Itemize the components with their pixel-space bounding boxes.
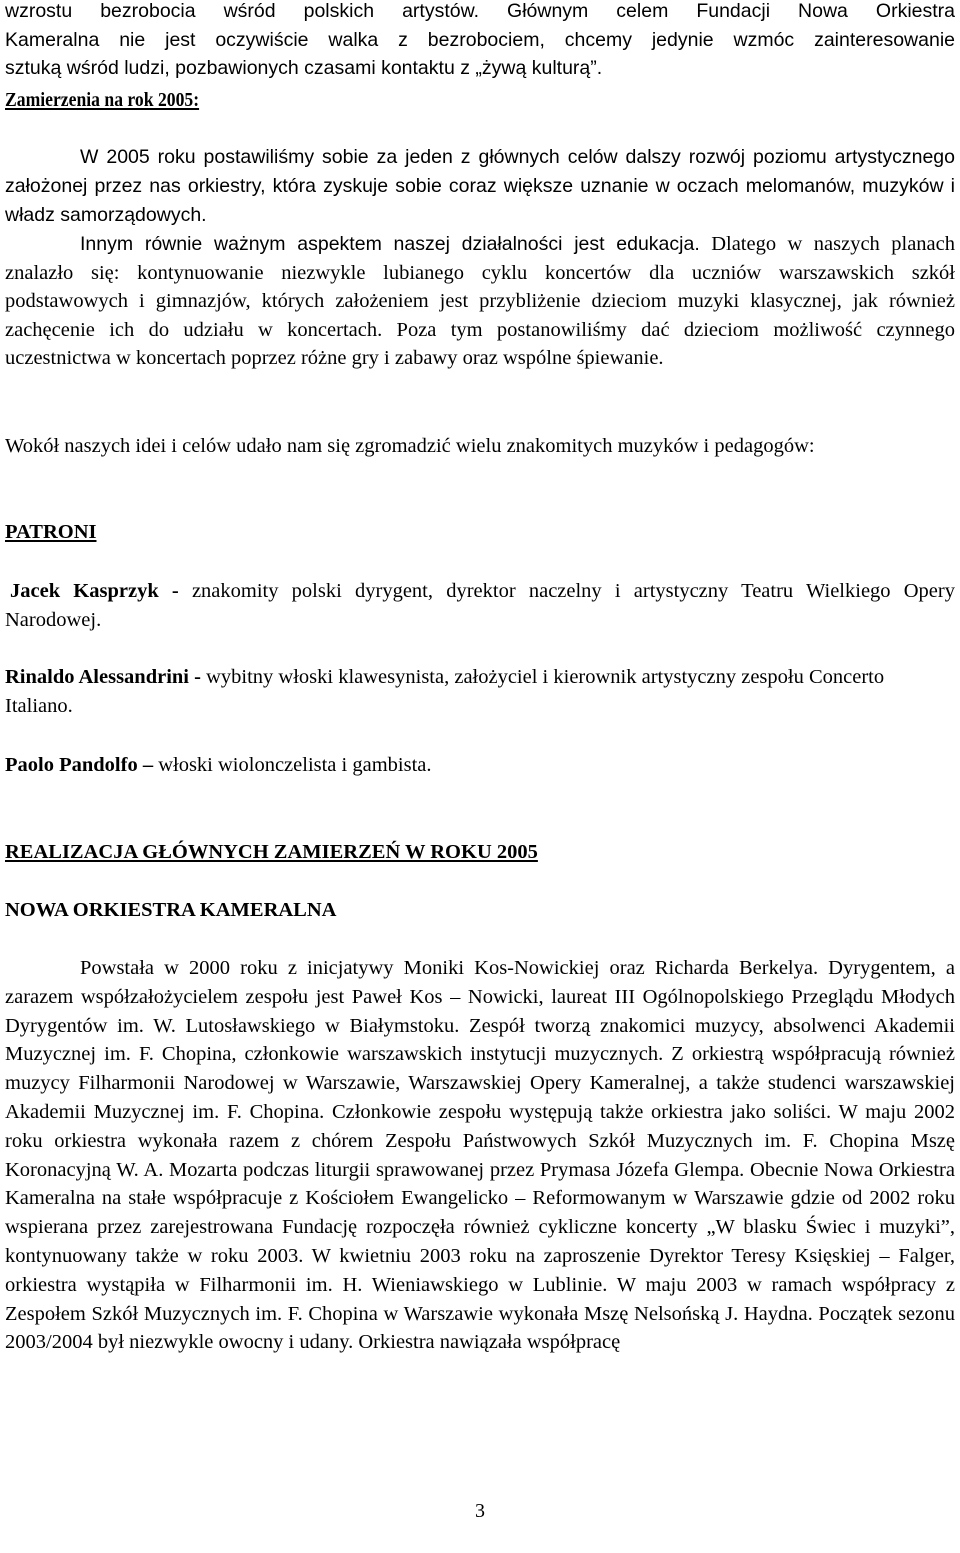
orchestra-history: Powstała w 2000 roku z inicjatywy Moniki Kos-Nowickiej oraz Richarda Berkelya. Dyrygentem, a zarazem współzałożycielem zespołu jest Paweł Kos – Nowicki, laureat III Ogólnopolskiego Przeglądu Młodych Dyrygentów im. W. Lutosławskiego w Białymstoku. Zespół tworzą znakomici muzycy, absolwenci Akademii Muzycznej im. F. Chopina, członkowie warszawskich instytucji muzycznych. Z orkiestrą współpracują również muzycy Filharmonii Narodowej w Warszawie, Warszawskiej Opery Kameralnej, a także studenci warszawskiej Akademii Muzycznej im. F. Chopina. Członkowie zespołu występują także orkiestra jako soliści. W maju 2002 roku orkiestra wykonała razem z chórem Zespołu Państwowych Szkół Muzycznych im. F. Chopina Mszę Koronacyjną W. A. Mozarta podczas liturgii sprawowanej przez Prymasa Józefa Glempa. Obecnie Nowa Orkiestra Kameralna na stałe współpracuje z Kościołem Ewangelicko – Reformowanym w Warszawie gdzie od 2002 roku wspierana przez zarejestrowana Fundację rozpoczęła również cykliczne koncerty „W blasku Świec i muzyki”, kontynuowany także w roku 2003. W kwietniu 2003 roku na zaproszenie Dyrektor Teresy Księskiej – Falger, orkiestra wystąpiła w Filharmonii im. H. Wieniawskiego w Lublinie. W maju 2003 w ramach współpracy z Zespołem Szkół Muzycznych im. F. Chopina w Warszawie wykonała Mszę Nelsońską J. Haydna. Początek sezonu 2003/2004 był niezwykle owocny i udany. Orkiestra nawiązała współpracę [5, 957, 955, 1354]
realization-heading: REALIZACJA GŁÓWNYCH ZAMIERZEŃ W ROKU 2005 [5, 841, 538, 863]
intro-text [5, 0, 955, 83]
plans-paragraph-1: W 2005 roku postawiliśmy sobie za jeden z głównych celów dalszy rozwój poziomu artystycznego założonej przez nas orkiestry, która zyskuje sobie coraz większe uznanie w oczach melomanów, muzyków i władz samorządowych. [5, 146, 955, 226]
patron-name: Jacek Kasprzyk - [10, 580, 179, 602]
plans-paragraph-2 [5, 230, 955, 373]
education-plans: Dlatego w naszych planach znalazło się: kontynuowanie niezwykle lubianego cyklu koncertów dla uczniów warszawskich szkół podstawowych i gimnazjów, których założeniem jest przybliżenie dzieciom muzyki klasycznej, jak również zachęcenie ich do udziału w koncertach. Poza tym postanowiliśmy dać dzieciom możliwość czynnego uczestnictwa w koncertach poprzez różne gry i zabawy oraz wspólne śpiewanie. [5, 233, 955, 370]
patron-description: wybitny włoski klawesynista, założyciel i kierownik artystyczny zespołu Concerto Italiano. [5, 666, 885, 717]
patron-item [5, 577, 955, 634]
patron-name: Rinaldo Alessandrini - [5, 666, 201, 688]
people-intro: Wokół naszych idei i celów udało nam się zgromadzić wielu znakomitych muzyków i pedagogów: [5, 435, 815, 457]
plans-heading: Zamierzenia na rok 2005: [5, 89, 200, 111]
patron-description: włoski wiolonczelista i gambista. [153, 754, 432, 776]
page-number: 3 [475, 1500, 485, 1522]
patron-item [5, 663, 955, 720]
patron-name: Paolo Pandolfo – [5, 754, 154, 776]
intro-line-2: Kameralna nie jest oczywiście walka z bezrobociem, chcemy jedynie wzmóc zainteresowanie [5, 28, 955, 51]
orchestra-heading: NOWA ORKIESTRA KAMERALNA [5, 899, 337, 921]
patron-description: znakomity polski dyrygent, dyrektor naczelny i artystyczny Teatru Wielkiego Opery Narodowej. [5, 580, 955, 631]
intro-line-1: wzrostu bezrobocia wśród polskich artystów. Głównym celem Fundacji Nowa Orkiestra [5, 0, 955, 22]
patron-item [5, 751, 955, 780]
patrons-heading: PATRONI [5, 521, 97, 543]
education-sentence: Innym równie ważnym aspektem naszej działalności jest edukacja. [80, 233, 700, 255]
intro-line-3: sztuką wśród ludzi, pozbawionych czasami kontaktu z „żywą kulturą”. [5, 57, 603, 80]
